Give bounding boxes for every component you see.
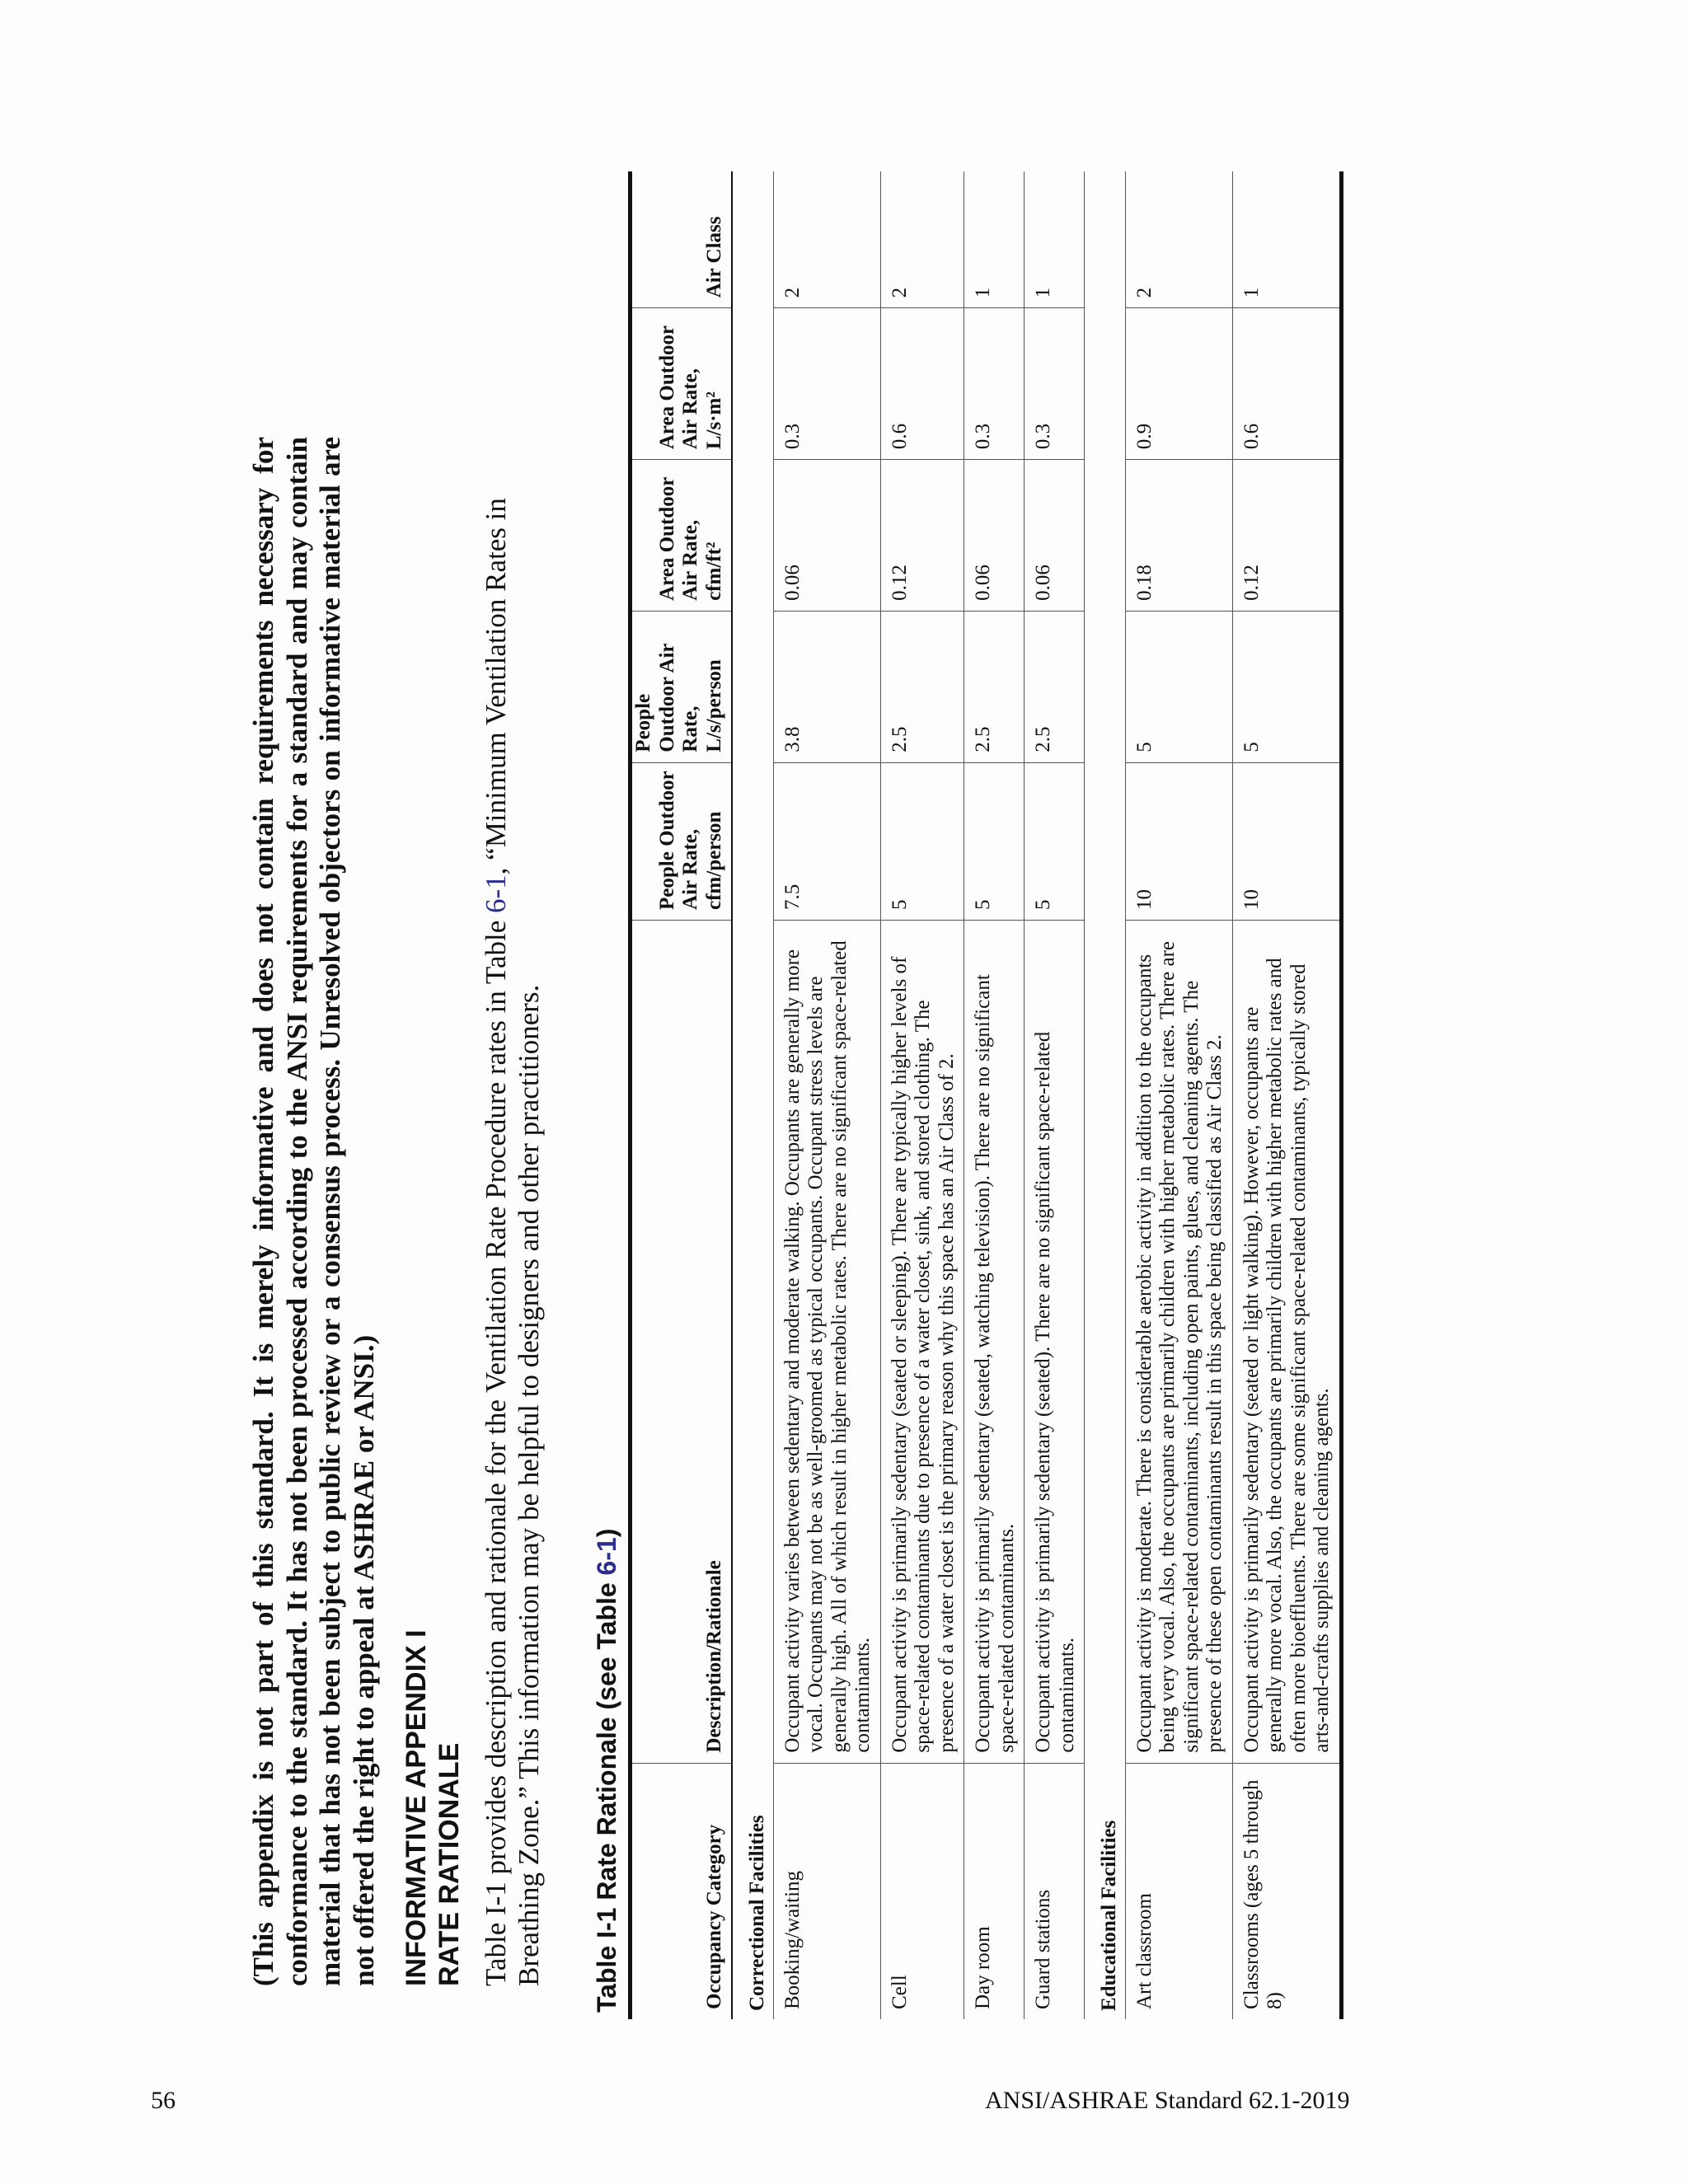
people-ls: 5 (1125, 611, 1232, 762)
area-cfm: 0.12 (880, 460, 964, 612)
occupancy-category: Day room (964, 1763, 1025, 2019)
description-text-before: Table I-1 provides description and rationale for the Ventilation Rate Procedure rates in Table (480, 913, 512, 1986)
table-caption-link[interactable]: 6-1 (592, 1537, 621, 1576)
area-cfm: 0.06 (1025, 460, 1085, 612)
people-cfm: 5 (964, 762, 1025, 920)
informative-note: (This appendix is not part of this standard. It is merely informative and does not contain requirements necessary for conformance to the standard. It has not been processed according to the ANSI requirements for a standard and may contain material that has not been subject to public review or a consensus process. Unresolved objectors on informative material are not offered the right to appeal at ASHRAE or ANSI.) (247, 437, 380, 1986)
header-area-ls: Area Outdoor Air Rate, L/s·m² (631, 308, 733, 460)
table-row (880, 171, 964, 2019)
section-title: Correctional Facilities (741, 171, 773, 2019)
air-class: 2 (880, 171, 964, 308)
description-rationale: Occupant activity is primarily sedentary (seated or light walking). However, occupants are generally more vocal. Also, the occupants are primarily children with higher metabolic rates and often more bioeffluents. There are some significant space-related contaminants, typically stored arts-and-crafts supplies and cleaning agents. (1232, 920, 1341, 1763)
appendix-heading-line2: RATE RATIONALE (434, 1742, 465, 1986)
area-cfm: 0.06 (773, 460, 880, 612)
occupancy-category: Booking/waiting (773, 1763, 880, 2019)
area-cfm: 0.12 (1232, 460, 1341, 612)
people-ls: 3.8 (773, 611, 880, 762)
description-rationale: Occupant activity is primarily sedentary (seated or sleeping). There are typically higher levels of space-related contaminants due to presence of a water closet, sink, and stored clothing. The presence of a water closet is the primary reason why this space has an Air Class of 2. (880, 920, 964, 1763)
occupancy-category: Classrooms (ages 5 through 8) (1232, 1763, 1341, 2019)
table-row (964, 171, 1025, 2019)
area-ls: 0.3 (1025, 308, 1085, 460)
appendix-heading-line1: INFORMATIVE APPENDIX I (401, 1629, 432, 1986)
table-row (1125, 171, 1232, 2019)
people-cfm: 5 (1025, 762, 1085, 920)
table-header-row (631, 171, 733, 2019)
occupancy-category: Art classroom (1125, 1763, 1232, 2019)
occupancy-category: Guard stations (1025, 1763, 1085, 2019)
area-ls: 0.3 (773, 308, 880, 460)
header-area-cfm: Area Outdoor Air Rate, cfm/ft² (631, 460, 733, 612)
people-cfm: 5 (880, 762, 964, 920)
area-cfm: 0.06 (964, 460, 1025, 612)
people-ls: 2.5 (964, 611, 1025, 762)
people-cfm: 10 (1125, 762, 1232, 920)
header-occupancy-category: Occupancy Category (702, 1824, 725, 2009)
table-row (773, 171, 880, 2019)
appendix-heading (400, 1629, 466, 1986)
header-people-ls: People Outdoor Air Rate, L/s/person (631, 611, 733, 762)
area-cfm: 0.18 (1125, 460, 1232, 612)
air-class: 1 (1232, 171, 1341, 308)
occupancy-category: Cell (880, 1763, 964, 2019)
people-ls: 2.5 (1025, 611, 1085, 762)
description-text-after: , “Minimum Ventilation Rates in Breathing Zone.” This information may be helpful to designers and other practitioners. (480, 498, 545, 1986)
header-description: Description/Rationale (631, 920, 733, 1763)
section-title: Educational Facilities (1093, 171, 1125, 2019)
air-class: 2 (1125, 171, 1232, 308)
description-rationale: Occupant activity is primarily sedentary (seated). There are no significant space-related contaminants. (1025, 920, 1085, 1763)
standard-footer: ANSI/ASHRAE Standard 62.1-2019 (985, 2087, 1350, 2114)
people-ls: 5 (1232, 611, 1341, 762)
section-row (1093, 171, 1125, 2019)
page-number: 56 (151, 2087, 176, 2114)
table-caption-text: Table I-1 Rate Rationale (see Table (592, 1575, 621, 2013)
air-class: 2 (773, 171, 880, 308)
area-ls: 0.6 (880, 308, 964, 460)
appendix-description (480, 478, 546, 1986)
description-rationale: Occupant activity is moderate. There is considerable aerobic activity in addition to the occupants being very vocal. Also, the occupants are primarily children with higher metabolic rates. There are significant space-related contaminants, including open paints, glues, and cleaning agents. The presence of these open contaminants result in this space being classified as Air Class 2. (1125, 920, 1232, 1763)
air-class: 1 (1025, 171, 1085, 308)
section-row (741, 171, 773, 2019)
description-rationale: Occupant activity varies between sedentary and moderate walking. Occupants are generally more vocal. Occupants may not be as well-groomed as typical occupants. Occupant stress levels are generally high. All of which result in higher metabolic rates. There are no significant space-related contaminants. (773, 920, 880, 1763)
header-people-cfm: People Outdoor Air Rate, cfm/person (631, 762, 733, 920)
people-cfm: 7.5 (773, 762, 880, 920)
table-6-1-link[interactable]: 6-1 (480, 874, 512, 913)
rate-rationale-table (628, 171, 1343, 2019)
people-ls: 2.5 (880, 611, 964, 762)
rotated-page-content (247, 140, 1451, 2013)
table-caption-close: ) (592, 1528, 621, 1538)
description-rationale: Occupant activity is primarily sedentary (seated, watching television). There are no significant space-related contaminants. (964, 920, 1025, 1763)
air-class: 1 (964, 171, 1025, 308)
people-cfm: 10 (1232, 762, 1341, 920)
area-ls: 0.3 (964, 308, 1025, 460)
table-caption (592, 1529, 622, 2013)
table-row (1025, 171, 1085, 2019)
table-row (1232, 171, 1341, 2019)
area-ls: 0.6 (1232, 308, 1341, 460)
header-air-class: Air Class (631, 171, 733, 308)
area-ls: 0.9 (1125, 308, 1232, 460)
